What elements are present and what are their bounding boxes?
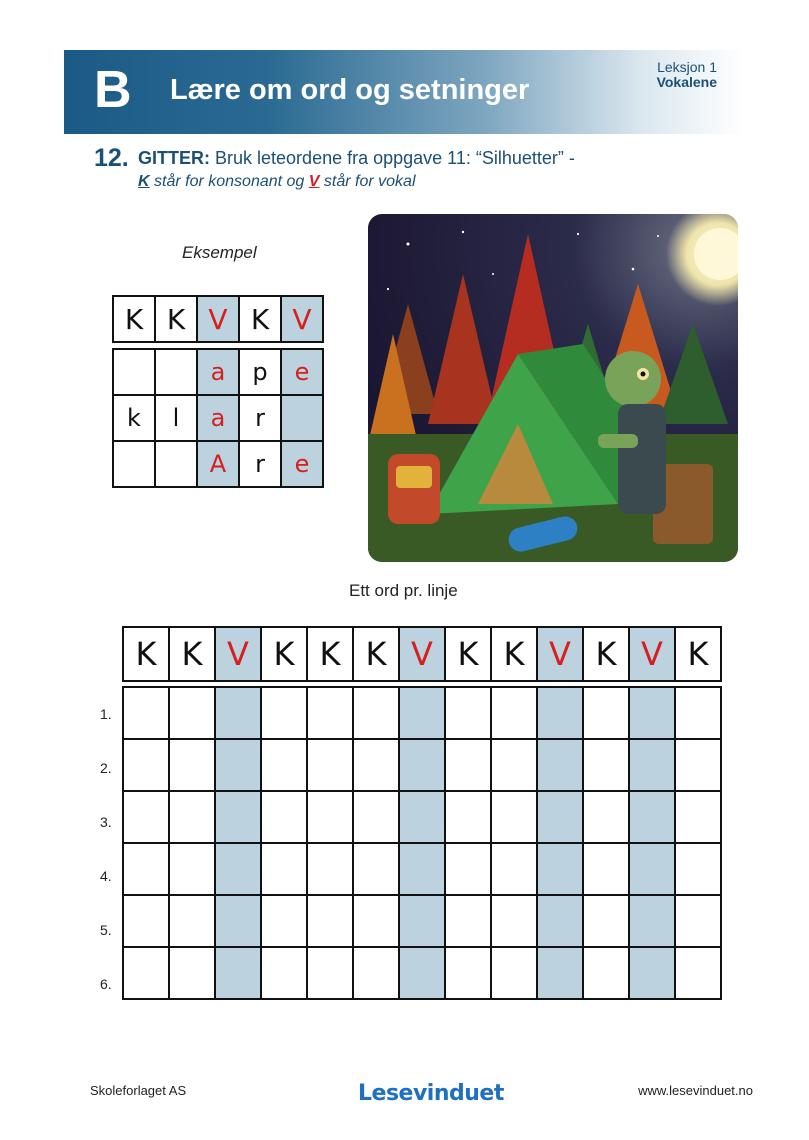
task-instruction	[138, 148, 575, 169]
answer-cell[interactable]	[215, 947, 261, 999]
answer-cell[interactable]	[583, 895, 629, 947]
answer-cell[interactable]	[675, 947, 721, 999]
answer-cell[interactable]	[629, 687, 675, 739]
answer-cell[interactable]	[399, 739, 445, 791]
answer-cell[interactable]	[399, 895, 445, 947]
task-text: Bruk leteordene fra oppgave 11: “Silhuetter” -	[215, 148, 575, 168]
answer-cell[interactable]	[169, 791, 215, 843]
answer-cell[interactable]	[675, 843, 721, 895]
k-text: står for konsonant og	[154, 173, 305, 190]
answer-cell[interactable]	[353, 791, 399, 843]
example-cell	[155, 349, 197, 395]
pattern-cell: K	[113, 296, 155, 342]
answer-cell[interactable]	[169, 687, 215, 739]
answer-cell[interactable]	[445, 687, 491, 739]
answer-cell[interactable]	[123, 947, 169, 999]
example-cell: r	[239, 441, 281, 487]
answer-cell[interactable]	[583, 687, 629, 739]
answer-cell[interactable]	[399, 791, 445, 843]
answer-cell[interactable]	[583, 843, 629, 895]
answer-row	[123, 739, 721, 791]
answer-cell[interactable]	[675, 739, 721, 791]
pattern-cell: K	[155, 296, 197, 342]
answer-cell[interactable]	[261, 843, 307, 895]
example-label: Eksempel	[182, 243, 257, 262]
row-number: 4.	[100, 868, 112, 884]
row-number: 6.	[100, 976, 112, 992]
answer-cell[interactable]	[629, 739, 675, 791]
answer-cell[interactable]	[215, 739, 261, 791]
answer-cell[interactable]	[537, 895, 583, 947]
answer-cell[interactable]	[537, 739, 583, 791]
answer-cell[interactable]	[399, 687, 445, 739]
lesson-info	[657, 60, 717, 90]
brand-logo: Lesevinduet	[358, 1081, 504, 1106]
answer-cell[interactable]	[491, 791, 537, 843]
example-cell: e	[281, 349, 323, 395]
answer-cell[interactable]	[215, 687, 261, 739]
answer-cell[interactable]	[307, 895, 353, 947]
pattern-cell: K	[307, 627, 353, 681]
row-number: 2.	[100, 760, 112, 776]
answer-cell[interactable]	[583, 739, 629, 791]
answer-cell[interactable]	[491, 843, 537, 895]
example-cell: p	[239, 349, 281, 395]
row-number: 5.	[100, 922, 112, 938]
pattern-cell: K	[583, 627, 629, 681]
answer-cell[interactable]	[123, 739, 169, 791]
publisher-name: Skoleforlaget AS	[90, 1083, 187, 1098]
pattern-cell: K	[169, 627, 215, 681]
answer-cell[interactable]	[399, 947, 445, 999]
answer-cell[interactable]	[307, 687, 353, 739]
answer-cell[interactable]	[583, 791, 629, 843]
task-heading	[94, 144, 575, 190]
answer-cell[interactable]	[307, 791, 353, 843]
answer-cell[interactable]	[307, 739, 353, 791]
answer-cell[interactable]	[353, 947, 399, 999]
answer-cell[interactable]	[491, 947, 537, 999]
example-cell: r	[239, 395, 281, 441]
answer-cell[interactable]	[353, 739, 399, 791]
website-url: www.lesevinduet.no	[638, 1083, 753, 1098]
example-cell	[113, 441, 155, 487]
example-cell	[281, 395, 323, 441]
pattern-cell: V	[629, 627, 675, 681]
example-pattern-row	[112, 295, 324, 343]
answer-cell[interactable]	[629, 947, 675, 999]
row-number: 3.	[100, 814, 112, 830]
v-text: står for vokal	[323, 173, 416, 190]
pattern-cell: K	[675, 627, 721, 681]
answer-cell[interactable]	[629, 843, 675, 895]
answer-cell[interactable]	[675, 895, 721, 947]
answer-cell[interactable]	[537, 947, 583, 999]
example-cell: a	[197, 395, 239, 441]
answer-cell[interactable]	[353, 895, 399, 947]
answer-cell[interactable]	[583, 947, 629, 999]
pattern-cell: K	[491, 627, 537, 681]
zombie-camping-illustration	[368, 214, 738, 562]
main-pattern-row	[122, 626, 722, 682]
example-cell: A	[197, 441, 239, 487]
answer-cell[interactable]	[491, 739, 537, 791]
answer-cell[interactable]	[353, 687, 399, 739]
answer-cell[interactable]	[123, 791, 169, 843]
pattern-cell: V	[399, 627, 445, 681]
example-cell	[155, 441, 197, 487]
answer-cell[interactable]	[353, 843, 399, 895]
answer-cell[interactable]	[675, 791, 721, 843]
answer-cell[interactable]	[537, 791, 583, 843]
answer-cell[interactable]	[445, 895, 491, 947]
answer-cell[interactable]	[399, 843, 445, 895]
answer-cell[interactable]	[169, 947, 215, 999]
pattern-cell: V	[537, 627, 583, 681]
answer-cell[interactable]	[491, 895, 537, 947]
answer-cell[interactable]	[261, 739, 307, 791]
answer-cell[interactable]	[215, 843, 261, 895]
pattern-cell: K	[239, 296, 281, 342]
answer-cell[interactable]	[261, 947, 307, 999]
answer-cell[interactable]	[537, 843, 583, 895]
pattern-cell: K	[261, 627, 307, 681]
answer-cell[interactable]	[629, 791, 675, 843]
task-number: 12.	[94, 144, 129, 172]
answer-row	[123, 843, 721, 895]
example-cell: a	[197, 349, 239, 395]
answer-cell[interactable]	[491, 687, 537, 739]
task-label: GITTER:	[138, 148, 210, 168]
example-cell	[113, 349, 155, 395]
answer-cell[interactable]	[123, 895, 169, 947]
example-cell: e	[281, 441, 323, 487]
lesson-topic: Vokalene	[656, 74, 717, 90]
answer-row	[123, 687, 721, 739]
answer-cell[interactable]	[307, 843, 353, 895]
pattern-cell: V	[281, 296, 323, 342]
answer-row	[123, 791, 721, 843]
answer-row	[123, 947, 721, 999]
example-grid	[112, 348, 324, 488]
lesson-number: Leksjon 1	[657, 59, 717, 75]
answer-cell[interactable]	[261, 791, 307, 843]
answer-cell[interactable]	[261, 687, 307, 739]
pattern-cell: V	[215, 627, 261, 681]
answer-cell[interactable]	[629, 895, 675, 947]
answer-cell[interactable]	[123, 843, 169, 895]
answer-cell[interactable]	[169, 895, 215, 947]
k-letter: K	[138, 173, 150, 190]
answer-row	[123, 895, 721, 947]
answer-cell[interactable]	[215, 791, 261, 843]
answer-grid[interactable]	[122, 686, 722, 1000]
task-legend	[138, 173, 416, 191]
answer-cell[interactable]	[675, 687, 721, 739]
pattern-cell: K	[123, 627, 169, 681]
pattern-cell: K	[353, 627, 399, 681]
answer-cell[interactable]	[215, 895, 261, 947]
example-cell: l	[155, 395, 197, 441]
answer-cell[interactable]	[537, 687, 583, 739]
answer-cell[interactable]	[123, 687, 169, 739]
section-letter: B	[94, 61, 132, 119]
answer-cell[interactable]	[261, 895, 307, 947]
answer-cell[interactable]	[169, 739, 215, 791]
row-number: 1.	[100, 706, 112, 722]
answer-cell[interactable]	[445, 947, 491, 999]
answer-cell[interactable]	[445, 739, 491, 791]
page-title: Lære om ord og setninger	[170, 74, 530, 106]
answer-cell[interactable]	[307, 947, 353, 999]
answer-cell[interactable]	[169, 843, 215, 895]
example-cell: k	[113, 395, 155, 441]
v-letter: V	[308, 173, 320, 190]
answer-cell[interactable]	[445, 791, 491, 843]
pattern-cell: K	[445, 627, 491, 681]
pattern-cell: V	[197, 296, 239, 342]
grid-caption: Ett ord pr. linje	[349, 581, 458, 600]
answer-cell[interactable]	[445, 843, 491, 895]
